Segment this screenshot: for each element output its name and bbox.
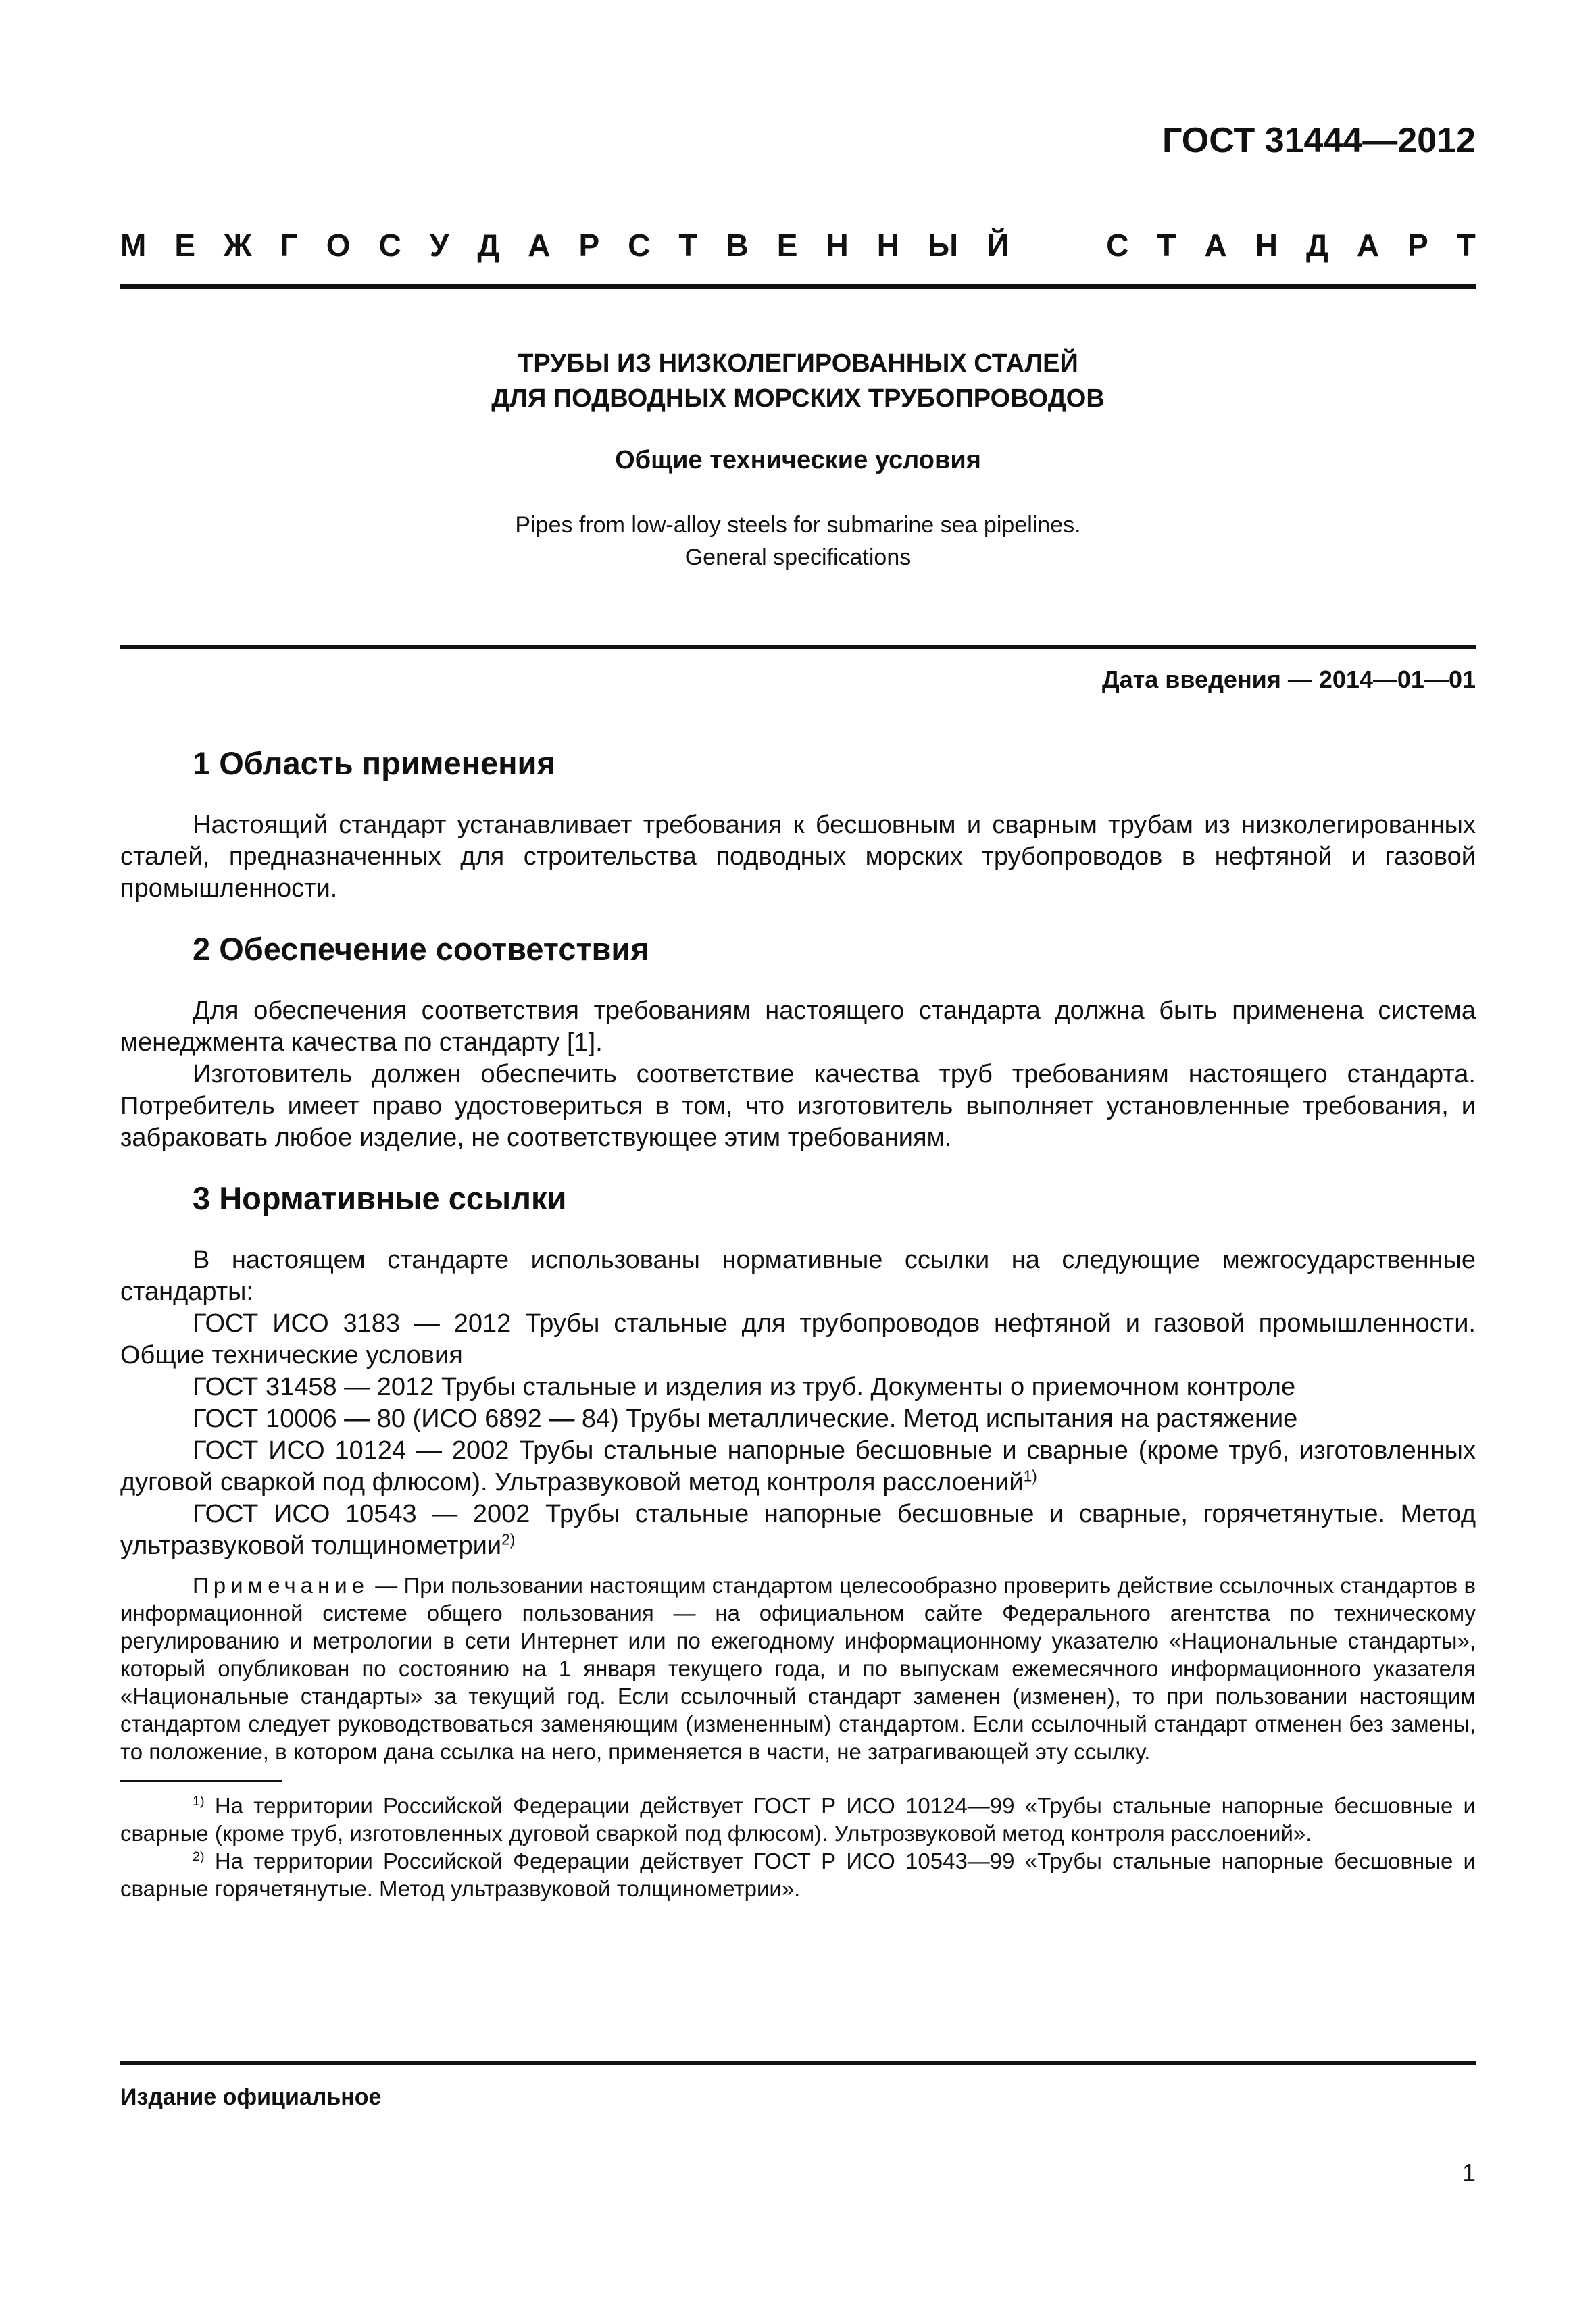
banner-letter: Р xyxy=(578,228,600,263)
banner-letter: Н xyxy=(1255,228,1278,263)
english-title-line-2: General specifications xyxy=(684,545,912,570)
banner-letter: С xyxy=(1106,228,1129,263)
document-number: ГОСТ 31444—2012 xyxy=(1162,121,1476,160)
reference-item: ГОСТ 10006 — 80 (ИСО 6892 — 84) Трубы металлические. Метод испытания на растяжение xyxy=(193,1405,1298,1433)
section-heading: 2 Обеспечение соответствия xyxy=(193,931,649,967)
banner-letter: Т xyxy=(678,228,698,263)
english-title-line-1: Pipes from low-alloy steels for submarine sea pipelines. xyxy=(515,512,1081,538)
section-conformity xyxy=(120,929,1476,1154)
reference-item: ГОСТ ИСО 3183 — 2012 Трубы стальные для трубопроводов нефтяной и газовой промышленности. Общие технические условия xyxy=(120,1309,1476,1369)
note-label: Примечание xyxy=(193,1573,370,1598)
footnote-text: На территории Российской Федерации действует ГОСТ Р ИСО 10124—99 «Трубы стальные напорные бесшовные и сварные (кроме труб, изготовленных дуговой сваркой под флюсом). Ультрозвуковой метод контроля расслоений». xyxy=(120,1793,1476,1846)
footnote-mark: 2) xyxy=(501,1530,516,1549)
paragraph: Изготовитель должен обеспечить соответствие качества труб требованиям настоящего стандарта. Потребитель имеет право удостовериться в том, что изготовитель выполняет установленные требования, и забраковать любое изделие, не соответствующее этим требованиям. xyxy=(120,1060,1476,1152)
title-line-1: ТРУБЫ ИЗ НИЗКОЛЕГИРОВАННЫХ СТАЛЕЙ xyxy=(518,349,1078,378)
banner-letter: Ж xyxy=(224,228,252,263)
banner-letter: А xyxy=(528,228,551,263)
footnote xyxy=(120,1847,1476,1903)
introduction-date: Дата введения — 2014—01—01 xyxy=(1101,665,1476,693)
section-heading: 1 Область применения xyxy=(193,745,555,781)
paragraph: В настоящем стандарте использованы нормативные ссылки на следующие межгосударственные стандарты: xyxy=(120,1246,1476,1306)
banner-letter: А xyxy=(1356,228,1380,263)
paragraph: Для обеспечения соответствия требованиям настоящего стандарта должна быть применена система менеджмента качества по стандарту [1]. xyxy=(120,997,1476,1057)
banner-letter: А xyxy=(1204,228,1227,263)
banner-word-gap xyxy=(1037,227,1078,263)
footnote-mark: 1) xyxy=(193,1794,205,1809)
official-edition-label: Издание официальное xyxy=(120,2084,382,2110)
banner-letter: С xyxy=(628,228,651,263)
english-title xyxy=(120,509,1476,574)
banner-letter: Д xyxy=(477,228,500,263)
banner-letter: Й xyxy=(987,228,1009,263)
note-text: — При пользовании настоящим стандартом целесообразно проверить действие ссылочных стандартов в информационной системе общего пользования — на официальном сайте Федерального агентства по техническому регулированию и метрологии в сети Интернет или по ежегодному информационному указателю «Национальные стандарты», который опубликован по состоянию на 1 января текущего года, и по выпускам ежемесячного информационного указателя «Национальные стандарты» за текущий год. Если ссылочный стандарт заменен (изменен), то при пользовании настоящим стандартом следует руководствоваться заменяющим (измененным) стандартом. Если ссылочный стандарт отменен без замены, то положение, в котором дана ссылка на него, применяется в части, не затрагивающей эту ссылку. xyxy=(120,1573,1476,1764)
banner-letter: Д xyxy=(1306,228,1328,263)
banner-letter: Г xyxy=(280,228,298,263)
note xyxy=(120,1571,1476,1765)
footnote xyxy=(120,1792,1476,1847)
title-divider xyxy=(120,645,1476,649)
interstate-standard-banner xyxy=(120,227,1476,263)
reference-item: ГОСТ 31458 — 2012 Трубы стальные и изделия из труб. Документы о приемочном контроле xyxy=(193,1373,1296,1401)
subtitle: Общие технические условия xyxy=(615,446,981,474)
footnote-divider xyxy=(120,1780,282,1782)
banner-letter: М xyxy=(120,228,147,263)
footnote-text: На территории Российской Федерации действует ГОСТ Р ИСО 10543—99 «Трубы стальные напорные бесшовные и сварные горячетянутые. Метод ультразвуковой толщинометрии». xyxy=(120,1848,1476,1901)
section-scope xyxy=(120,743,1476,905)
reference-text: ГОСТ ИСО 10124 — 2002 Трубы стальные напорные бесшовные и сварные (кроме труб, изготовленных дуговой сваркой под флюсом). Ультразвуковой метод контроля расслоений xyxy=(120,1436,1476,1496)
banner-letter: В xyxy=(726,228,749,263)
footnote-mark: 1) xyxy=(1023,1467,1037,1485)
section-normative-references xyxy=(120,1178,1476,1765)
header-divider xyxy=(120,284,1476,289)
title-block xyxy=(120,346,1476,574)
banner-letter: Т xyxy=(1157,228,1176,263)
reference-item xyxy=(120,1499,1476,1562)
banner-letter: Р xyxy=(1407,228,1428,263)
section-heading: 3 Нормативные ссылки xyxy=(193,1180,567,1216)
footer-divider xyxy=(120,2061,1476,2065)
banner-letter: О xyxy=(326,228,351,263)
banner-letter: Е xyxy=(776,228,798,263)
document-body xyxy=(120,743,1476,1903)
page-number: 1 xyxy=(1462,2159,1476,2186)
banner-letter: Т xyxy=(1456,228,1476,263)
banner-letter: С xyxy=(378,228,401,263)
footnote-mark: 2) xyxy=(193,1849,205,1864)
banner-letter: Ы xyxy=(928,228,959,263)
reference-text: ГОСТ ИСО 10543 — 2002 Трубы стальные напорные бесшовные и сварные, горячетянутые. Метод ультразвуковой толщинометрии xyxy=(120,1500,1476,1560)
banner-letter: Е xyxy=(174,228,196,263)
reference-item xyxy=(120,1435,1476,1499)
title-line-2: ДЛЯ ПОДВОДНЫХ МОРСКИХ ТРУБОПРОВОДОВ xyxy=(491,384,1105,413)
banner-letter: Н xyxy=(876,228,899,263)
banner-letter: У xyxy=(429,228,449,263)
banner-letter: Н xyxy=(826,228,849,263)
paragraph: Настоящий стандарт устанавливает требования к бесшовным и сварным трубам из низколегированных сталей, предназначенных для строительства подводных морских трубопроводов в нефтяной и газовой промышленности. xyxy=(120,811,1476,903)
